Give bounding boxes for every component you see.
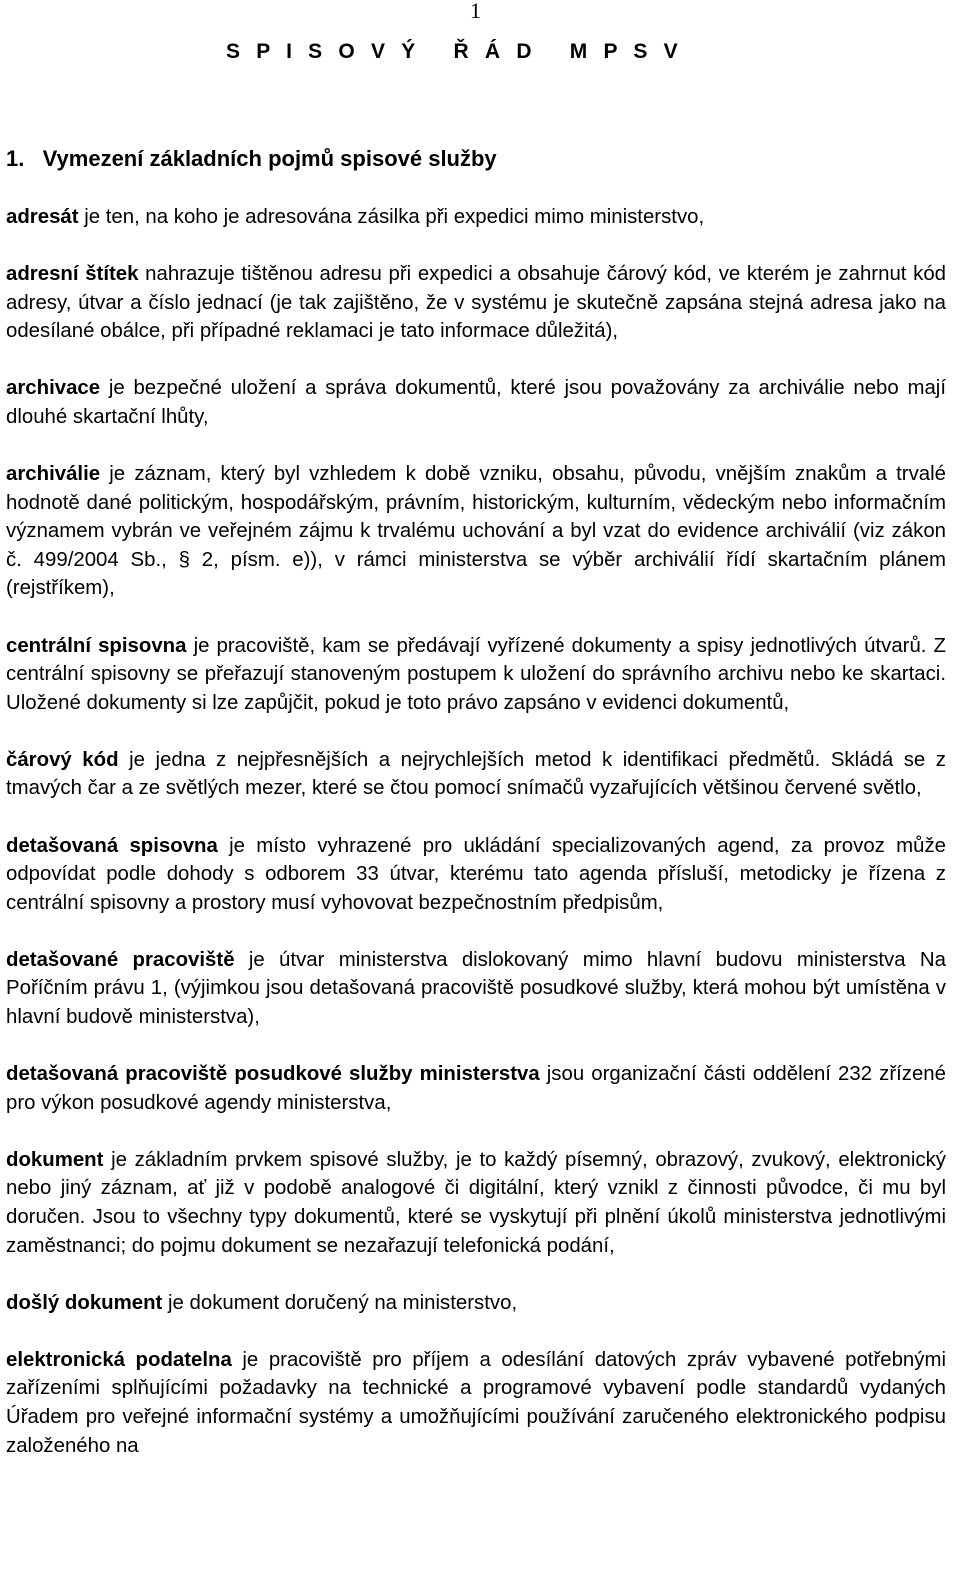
definition-term: adresát (6, 206, 79, 228)
definition-term: došlý dokument (6, 1291, 163, 1314)
definition-term: dokument (6, 1148, 104, 1171)
definition-term: archivace (6, 377, 101, 400)
definition-text: je jedna z nejpřesnějších a nejrychlejších metod k identifikaci předmětů. Skládá se z tmavých čar a ze světlých mezer, které se čtou pomocí snímačů vyzařujících většinou červené světlo, (6, 748, 946, 800)
definition-text: je pracoviště pro příjem a odesílání datových zpráv vybavené potřebnými zařízeními splňujícími požadavky na technické a programové vybavení podle standardů vydaných Úřadem pro veřejné informační systémy a umožňujícími používání zaručeného elektronického podpisu založeného na (6, 1348, 946, 1457)
definition-text: je pracoviště, kam se předávají vyřízené dokumenty a spisy jednotlivých útvarů. Z centrální spisovny se přeřazují stanoveným postupem k uložení do správního archivu nebo ke skartaci. Uložené dokumenty si lze zapůjčit, pokud je toto právo zapsáno v evidenci dokumentů, (6, 634, 947, 714)
definition-text: je bezpečné uložení a správa dokumentů, které jsou považovány za archiválie nebo mají dlouhé skartační lhůty, (6, 377, 946, 428)
definition-adresat (6, 203, 946, 232)
definition-term: archiválie (6, 463, 101, 486)
definition-adresni-stitek (6, 260, 946, 346)
definition-text: je základním prvkem spisové služby, je to každý písemný, obrazový, zvukový, elektronický nebo jiný záznam, ať již v podobě analogové či digitální, který vznikl z činnosti původce, či mu byl doručen. Jsou to všechny typy dokumentů, které se vyskytují při plnění úkolů ministerstva jednotlivými zaměstnanci; do pojmu dokument se nezařazují telefonická podání, (6, 1148, 946, 1257)
definition-text: je místo vyhrazené pro ukládání specializovaných agend, za provoz může odpovídat podle dohody s odborem 33 útvar, kterému tato agenda přísluší, metodicky je řízena z centrální spisovny a prostory musí vyhovovat bezpečnostním předpisům, (6, 834, 946, 914)
definition-detasovane-pracoviste (6, 946, 946, 1032)
definition-dokument (6, 1146, 946, 1260)
definition-dosly-dokument (6, 1289, 946, 1318)
definition-centralni-spisovna (6, 632, 946, 718)
definition-detasovana-pracoviste-posudkove-sluzby (6, 1060, 946, 1117)
definition-archivace (6, 374, 946, 431)
section-heading: 1. Vymezení základních pojmů spisové služby (6, 146, 497, 171)
page-number: 1 (470, 0, 481, 23)
definition-text: je záznam, který byl vzhledem k době vzniku, obsahu, původu, vnějším znakům a trvalé hodnotě dané politickým, hospodářským, právním, historickým, kulturním, vědeckým nebo informačním významem vybrán ve veřejném zájmu k trvalému uchování a byl vzat do evidence archiválií (viz zákon č. 499/2004 Sb., § 2, písm. e)), v rámci ministerstva se výběr archiválií řídí skartačním plánem (rejstříkem), (6, 463, 946, 600)
document-title: S P I S O V Ý Ř Á D M P S V (226, 40, 683, 63)
definition-detasovana-spisovna (6, 832, 946, 918)
definition-term: centrální spisovna (6, 634, 187, 657)
definition-term: adresní štítek (6, 263, 139, 286)
definitions-list (6, 203, 946, 1489)
definition-text: je ten, na koho je adresována zásilka při expedici mimo ministerstvo, (78, 206, 705, 228)
definition-text: jsou organizační části oddělení 232 zřízené pro výkon posudkové agendy ministerstva, (6, 1063, 946, 1114)
definition-term: detašovaná spisovna (6, 834, 218, 857)
definition-elektronicka-podatelna (6, 1346, 946, 1460)
definition-term: elektronická podatelna (6, 1348, 232, 1371)
definition-text: nahrazuje tištěnou adresu při expedici a obsahuje čárový kód, ve kterém je zahrnut kód adresy, útvar a číslo jednací (je tak zajištěno, že v systému je skutečně zapsána stejná adresa jako na odesílané obálce, při případné reklamaci je tato informace důležitá), (6, 263, 946, 343)
definition-archivalie (6, 460, 946, 603)
definition-term: detašované pracoviště (6, 948, 235, 971)
definition-term: čárový kód (6, 748, 119, 771)
definition-text: je útvar ministerstva dislokovaný mimo hlavní budovu ministerstva Na Poříčním právu 1, (výjimkou jsou detašovaná pracoviště posudkové služby, která mohou být umístěna v hlavní budově ministerstva), (6, 948, 946, 1028)
definition-term: detašovaná pracoviště posudkové služby ministerstva (6, 1063, 540, 1086)
definition-carovy-kod (6, 746, 946, 803)
definition-text: je dokument doručený na ministerstvo, (162, 1291, 518, 1314)
